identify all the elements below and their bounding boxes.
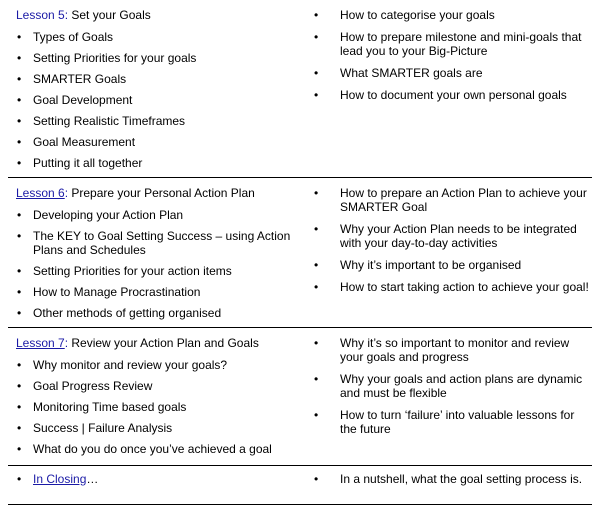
list-item-text: How to prepare an Action Plan to achieve your SMARTER Goal [340,186,587,214]
bullet-icon: • [17,264,22,278]
list-item [16,114,306,128]
list-item [314,88,592,102]
list-item [16,358,306,372]
closing-outcomes [314,472,592,486]
bullet-icon: • [17,135,22,149]
closing-row [8,465,592,505]
list-item-text: Goal Development [33,93,133,107]
lesson-6-title [16,186,306,200]
lesson-6-link[interactable]: Lesson 6 [16,186,65,200]
list-item-text: Why it’s important to be organised [340,258,522,272]
list-item [314,222,592,250]
list-item [16,285,306,299]
list-item-text: How to prepare milestone and mini-goals that lead you to your Big-Picture [340,30,582,58]
list-item-text: Setting Priorities for your action items [33,264,232,278]
list-item [16,72,306,86]
list-item-text: How to categorise your goals [340,8,495,22]
lesson-5-title [16,8,306,22]
list-item-text: How to turn ‘failure’ into valuable lessons for the future [340,408,575,436]
list-item [16,30,306,44]
list-item-text: What do you do once you’ve achieved a goal [33,442,272,456]
lesson-7-right [306,328,592,465]
bullet-icon: • [17,400,22,414]
bullet-icon: • [314,372,319,386]
closing-suffix: … [86,472,99,486]
closing-link[interactable]: In Closing [33,472,87,486]
bullet-icon: • [17,156,22,170]
list-item [16,379,306,393]
bullet-icon: • [17,229,22,243]
bullet-icon: • [17,30,22,44]
list-item [16,264,306,278]
lesson-5-row [8,0,592,177]
list-item-text: Why it’s so important to monitor and review your goals and progress [340,336,570,364]
bullet-icon: • [17,379,22,393]
list-item [314,66,592,80]
bullet-icon: • [17,358,22,372]
list-item-text: Why your Action Plan needs to be integrated with your day-to-day activities [340,222,577,250]
bullet-icon: • [314,30,319,44]
list-item [16,229,306,257]
bullet-icon: • [17,472,22,486]
lesson-7-title-text: Review your Action Plan and Goals [68,336,259,350]
list-item [16,421,306,435]
bullet-icon: • [17,51,22,65]
list-item [16,135,306,149]
lesson-7-outcomes [314,336,592,436]
list-item [314,408,592,436]
list-item-text: Types of Goals [33,30,114,44]
lesson-7-colon: : [64,336,69,350]
list-item-text: Why your goals and action plans are dynamic and must be flexible [340,372,583,400]
lesson-5-left [8,0,306,177]
bullet-icon: • [314,88,319,102]
bullet-icon: • [314,336,319,350]
lesson-6-outcomes [314,186,592,294]
list-item-text: Success | Failure Analysis [33,421,173,435]
list-item-text: Other methods of getting organised [33,306,222,320]
list-item-text: SMARTER Goals [33,72,127,86]
list-item-text: Putting it all together [33,156,143,170]
list-item-text: Goal Progress Review [33,379,153,393]
list-item [16,93,306,107]
list-item-text: Goal Measurement [33,135,136,149]
lesson-5-title-text: Set your Goals [68,8,151,22]
bullet-icon: • [17,285,22,299]
list-item [16,306,306,320]
list-item-text: In a nutshell, what the goal setting process is. [340,472,583,486]
list-item [314,372,592,400]
list-item-text: The KEY to Goal Setting Success – using Action Plans and Schedules [33,229,291,257]
list-item-text: Monitoring Time based goals [33,400,187,414]
bullet-icon: • [314,280,319,294]
list-item [314,472,592,486]
list-item [16,51,306,65]
lesson-7-link[interactable]: Lesson 7 [16,336,65,350]
lesson-6-title-text: Prepare your Personal Action Plan [68,186,255,200]
list-item-text: How to document your own personal goals [340,88,567,102]
lesson-5-topics [16,30,306,170]
lesson-5-right [306,0,592,177]
bullet-icon: • [314,186,319,200]
list-item [16,442,306,456]
list-item-text: Developing your Action Plan [33,208,184,222]
bullet-icon: • [17,72,22,86]
list-item [314,280,592,294]
bullet-icon: • [314,222,319,236]
bullet-icon: • [17,306,22,320]
list-item [16,472,306,486]
list-item-text: Setting Priorities for your goals [33,51,197,65]
closing-right [306,466,592,504]
list-item [16,156,306,170]
list-item [16,208,306,222]
list-item [314,30,592,58]
lesson-7-row [8,327,592,465]
bullet-icon: • [17,421,22,435]
list-item [314,336,592,364]
lesson-7-title [16,336,306,350]
lesson-6-topics [16,208,306,320]
bullet-icon: • [314,472,319,486]
lesson-7-topics [16,358,306,456]
bullet-icon: • [314,8,319,22]
list-item [314,8,592,22]
lesson-6-left [8,178,306,327]
list-item [314,258,592,272]
list-item [16,400,306,414]
bullet-icon: • [314,258,319,272]
bullet-icon: • [17,93,22,107]
list-item-text: Setting Realistic Timeframes [33,114,186,128]
lesson-6-right [306,178,592,327]
bullet-icon: • [314,408,319,422]
course-outline [8,0,592,505]
closing-topics [16,472,306,486]
lesson-6-row [8,177,592,327]
list-item [314,186,592,214]
lesson-7-left [8,328,306,465]
list-item-text: Why monitor and review your goals? [33,358,228,372]
lesson-5-outcomes [314,8,592,102]
bullet-icon: • [17,442,22,456]
list-item-text: How to start taking action to achieve your goal! [340,280,589,294]
lesson-5-colon: : [64,8,69,22]
bullet-icon: • [17,114,22,128]
closing-left [8,466,306,504]
bullet-icon: • [314,66,319,80]
lesson-5-link[interactable]: Lesson 5 [16,8,65,22]
list-item-text: What SMARTER goals are [340,66,483,80]
lesson-6-colon: : [64,186,69,200]
list-item-text: How to Manage Procrastination [33,285,201,299]
bullet-icon: • [17,208,22,222]
